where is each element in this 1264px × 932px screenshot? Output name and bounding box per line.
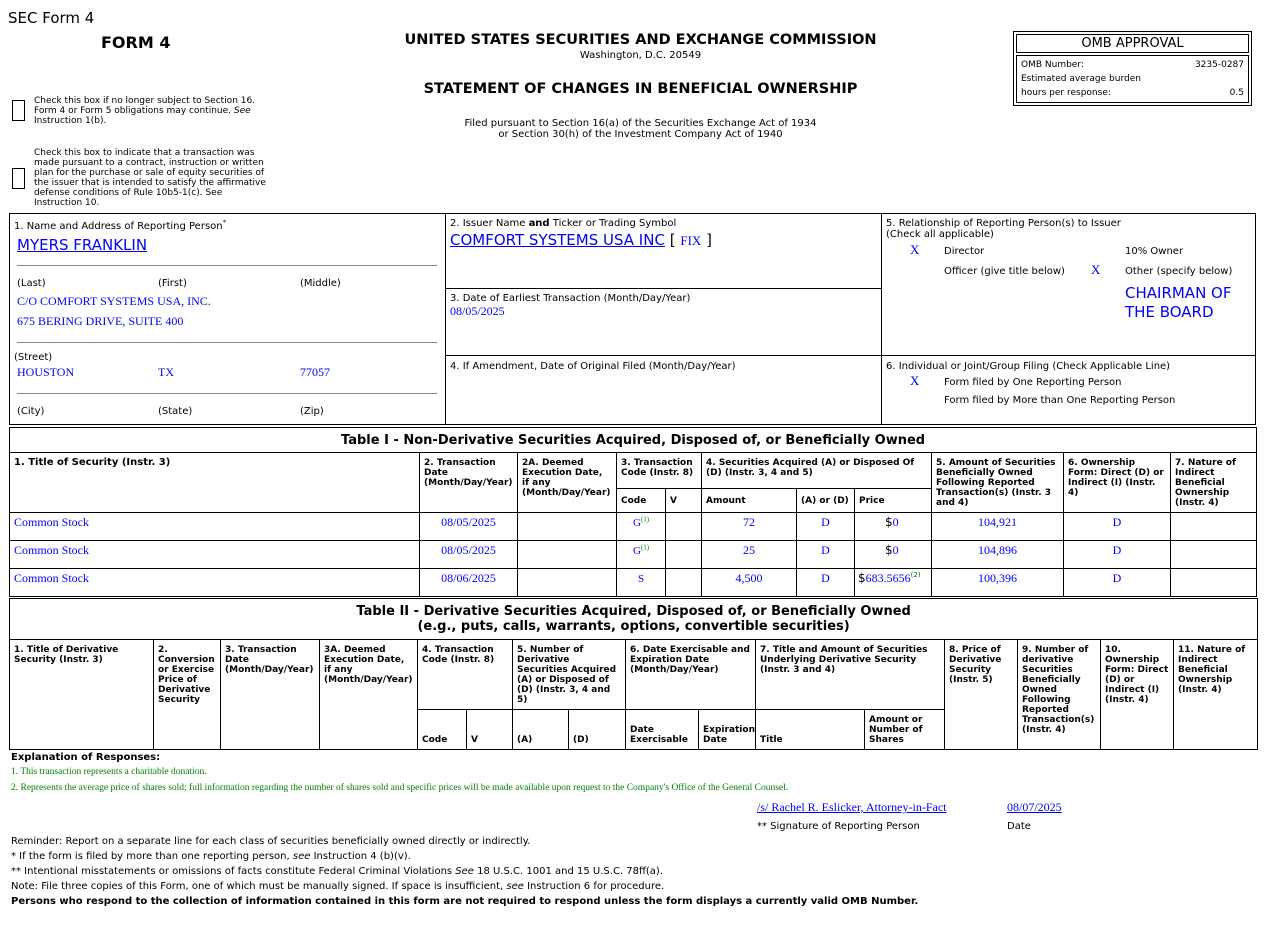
rule-10b5-1-checkbox[interactable] xyxy=(12,168,25,189)
t1-code: $G^{(1)}$ xyxy=(617,513,666,541)
table-row xyxy=(10,569,1257,597)
city-divider xyxy=(17,393,437,394)
reporting-person-label: 1. Name and Address of Reporting Person* xyxy=(14,218,227,232)
ten-percent-owner-label: 10% Owner xyxy=(1125,246,1184,257)
ticker-bracket-open: [ xyxy=(669,231,676,249)
filed-pursuant-line-1: Filed pursuant to Section 16(a) of the Securities Exchange Act of 1934 xyxy=(464,118,817,129)
t1-deemed xyxy=(518,569,617,597)
t1-form: D xyxy=(1064,541,1171,569)
agency-city: Washington, D.C. 20549 xyxy=(579,50,702,61)
t1-date: 08/06/2025 xyxy=(420,569,518,597)
t2-header-underlying: 7. Title and Amount of Securities Underlying Derivative Security (Instr. 3 and 4) xyxy=(756,640,945,710)
t1-price: $0 xyxy=(855,513,932,541)
t1-sub-code: Code xyxy=(617,489,666,513)
t1-header-deemed: 2A. Deemed Execution Date, if any (Month/Day/Year) xyxy=(518,453,617,513)
t1-sub-ad: (A) or (D) xyxy=(797,489,855,513)
t2-sub-expiration: Expiration Date xyxy=(699,710,756,750)
t2-header-title: 1. Title of Derivative Security (Instr. 3) xyxy=(10,640,154,750)
footnote-1: 1. This transaction represents a charitable donation. xyxy=(11,767,207,777)
t1-amount: 25 xyxy=(702,541,797,569)
t1-security: Common Stock xyxy=(10,513,420,541)
table-2-derivative xyxy=(9,598,1258,750)
t1-owned: 104,921 xyxy=(932,513,1064,541)
t1-date: 08/05/2025 xyxy=(420,541,518,569)
earliest-date-box xyxy=(445,288,882,356)
amendment-label: 4. If Amendment, Date of Original Filed (Month/Day/Year) xyxy=(450,361,736,372)
rule-10b5-1-text: Check this box to indicate that a transaction was made pursuant to a contract, instruction or written plan for the purchase or sale of equity securities of the issuer that is intended to satisfy the affirmative defense conditions of Rule 10b5-1(c). See Instruction 10. xyxy=(34,148,266,208)
director-label: Director xyxy=(944,246,985,257)
ticker-symbol: FIX xyxy=(680,233,702,248)
t2-header-number: 5. Number of Derivative Securities Acquired (A) or Disposed of (D) (Instr. 3, 4 and 5) xyxy=(513,640,626,710)
t1-header-owned: 5. Amount of Securities Beneficially Owned Following Reported Transaction(s) (Instr. 3 and 4) xyxy=(932,453,1064,513)
t1-form: D xyxy=(1064,569,1171,597)
omb-burden-label: Estimated average burden xyxy=(1021,74,1141,84)
t2-header-code: 4. Transaction Code (Instr. 8) xyxy=(418,640,513,710)
footnote-2: 2. Represents the average price of shares sold; full information regarding the number of shares sold and specific prices will be made available upon request to the Company's Office of the General Counsel. xyxy=(11,783,789,793)
table-row xyxy=(10,541,1257,569)
last-label: (Last) xyxy=(17,278,46,289)
t1-owned: 104,896 xyxy=(932,541,1064,569)
statement-title: STATEMENT OF CHANGES IN BENEFICIAL OWNERSHIP xyxy=(423,81,858,97)
other-mark: X xyxy=(1091,262,1101,277)
footer-note-1: * If the form is filed by more than one reporting person, see Instruction 4 (b)(v). xyxy=(11,851,411,862)
relationship-sub-label: (Check all applicable) xyxy=(886,229,994,240)
t1-owned: 100,396 xyxy=(932,569,1064,597)
relationship-box xyxy=(881,213,1256,356)
t2-sub-a: (A) xyxy=(513,710,569,750)
footer-note-2: ** Intentional misstatements or omissions of facts constitute Federal Criminal Violations See 18 U.S.C. 1001 and 15 U.S.C. 78ff(a). xyxy=(11,866,664,877)
address-divider xyxy=(17,342,437,343)
relationship-label: 5. Relationship of Reporting Person(s) to Issuer xyxy=(886,218,1121,229)
t1-code: $G^{(1)}$ xyxy=(617,541,666,569)
omb-hours: 0.5 xyxy=(1229,88,1244,98)
state-value: TX xyxy=(158,365,174,379)
t1-deemed xyxy=(518,541,617,569)
reporting-person-box xyxy=(9,213,446,425)
t1-sub-price: Price xyxy=(855,489,932,513)
t1-form: D xyxy=(1064,513,1171,541)
filing-one-mark: X xyxy=(910,373,920,388)
earliest-date-value: 08/05/2025 xyxy=(450,304,505,318)
signature-date-link[interactable]: 08/07/2025 xyxy=(1007,800,1062,814)
ticker-bracket-close: ] xyxy=(706,231,712,249)
t1-price: $0 xyxy=(855,541,932,569)
table-2-title xyxy=(10,599,1258,640)
omb-details xyxy=(1016,55,1249,103)
t1-nature xyxy=(1171,541,1257,569)
table-1-non-derivative xyxy=(9,427,1257,597)
omb-approval-title: OMB APPROVAL xyxy=(1016,34,1249,53)
t1-amount: 4,500 xyxy=(702,569,797,597)
reminder-text: Reminder: Report on a separate line for each class of securities beneficially owned directly or indirectly. xyxy=(11,836,531,847)
t1-header-title: 1. Title of Security (Instr. 3) xyxy=(10,453,420,513)
signature-label: ** Signature of Reporting Person xyxy=(757,821,920,832)
t1-header-date: 2. Transaction Date (Month/Day/Year) xyxy=(420,453,518,513)
filing-one-label: Form filed by One Reporting Person xyxy=(944,377,1122,388)
t1-ad: D xyxy=(797,513,855,541)
t2-sub-title: Title xyxy=(756,710,865,750)
table-2-title-line-1: Table II - Derivative Securities Acquired, Disposed of, or Beneficially Owned xyxy=(356,604,911,619)
t1-v xyxy=(666,569,702,597)
state-label: (State) xyxy=(158,406,193,417)
t1-v xyxy=(666,513,702,541)
t1-v xyxy=(666,541,702,569)
omb-approval-box xyxy=(1013,31,1252,106)
section16-text: Check this box if no longer subject to Section 16. Form 4 or Form 5 obligations may continue. See Instruction 1(b). xyxy=(34,96,256,126)
t1-deemed xyxy=(518,513,617,541)
t2-sub-date-exercisable: Date Exercisable xyxy=(626,710,699,750)
t1-amount: 72 xyxy=(702,513,797,541)
director-mark: X xyxy=(910,242,920,257)
section16-checkbox[interactable] xyxy=(12,100,25,121)
t2-header-form: 10. Ownership Form: Direct (D) or Indirect (I) (Instr. 4) xyxy=(1101,640,1174,750)
filing-label: 6. Individual or Joint/Group Filing (Check Applicable Line) xyxy=(886,361,1171,372)
filing-box xyxy=(881,355,1256,425)
t1-ad: D xyxy=(797,569,855,597)
t1-nature xyxy=(1171,569,1257,597)
t2-header-owned: 9. Number of derivative Securities Beneficially Owned Following Reported Transaction(s) (Instr. 4) xyxy=(1018,640,1101,750)
signature-date-label: Date xyxy=(1007,821,1031,832)
explanation-label: Explanation of Responses: xyxy=(11,752,161,763)
footer-final-notice: Persons who respond to the collection of information contained in this form are not required to respond unless the form displays a currently valid OMB Number. xyxy=(11,896,919,907)
t2-header-exercisable: 6. Date Exercisable and Expiration Date (Month/Day/Year) xyxy=(626,640,756,710)
agency-name: UNITED STATES SECURITIES AND EXCHANGE COMMISSION xyxy=(404,32,877,48)
t1-code: S xyxy=(617,569,666,597)
amendment-box xyxy=(445,355,882,425)
table-2-title-line-2: (e.g., puts, calls, warrants, options, convertible securities) xyxy=(417,619,850,634)
t2-sub-v: V xyxy=(467,710,513,750)
first-label: (First) xyxy=(158,278,187,289)
t1-header-code: 3. Transaction Code (Instr. 8) xyxy=(617,453,702,489)
filing-more-label: Form filed by More than One Reporting Person xyxy=(944,395,1176,406)
t1-header-form: 6. Ownership Form: Direct (D) or Indirect (I) (Instr. 4) xyxy=(1064,453,1171,513)
street-label: (Street) xyxy=(14,352,53,363)
t2-sub-d: (D) xyxy=(569,710,626,750)
t2-header-date: 3. Transaction Date (Month/Day/Year) xyxy=(221,640,320,750)
other-label: Other (specify below) xyxy=(1125,266,1233,277)
t2-sub-code: Code xyxy=(418,710,467,750)
middle-label: (Middle) xyxy=(300,278,341,289)
address-line-2: 675 BERING DRIVE, SUITE 400 xyxy=(17,314,184,328)
table-row xyxy=(10,513,1257,541)
t1-security: Common Stock xyxy=(10,569,420,597)
officer-label: Officer (give title below) xyxy=(944,266,1065,277)
officer-title-line-1: CHAIRMAN OF xyxy=(1125,284,1232,302)
officer-title-line-2: THE BOARD xyxy=(1125,303,1214,321)
address-line-1: C/O COMFORT SYSTEMS USA, INC. xyxy=(17,294,211,308)
t1-date: 08/05/2025 xyxy=(420,513,518,541)
t2-header-conversion: 2. Conversion or Exercise Price of Derivative Security xyxy=(154,640,221,750)
t2-header-price: 8. Price of Derivative Security (Instr. 5) xyxy=(945,640,1018,750)
t1-security: Common Stock xyxy=(10,541,420,569)
omb-number: 3235-0287 xyxy=(1194,60,1244,70)
table-1-title: Table I - Non-Derivative Securities Acquired, Disposed of, or Beneficially Owned xyxy=(10,428,1257,453)
t1-nature xyxy=(1171,513,1257,541)
t1-header-acquired: 4. Securities Acquired (A) or Disposed Of (D) (Instr. 3, 4 and 5) xyxy=(702,453,932,489)
issuer-box xyxy=(445,213,882,289)
name-divider xyxy=(17,265,437,266)
zip-label: (Zip) xyxy=(300,406,324,417)
issuer-name-row xyxy=(450,231,712,249)
zip-value: 77057 xyxy=(300,365,330,379)
city-value: HOUSTON xyxy=(17,365,75,379)
t2-header-deemed: 3A. Deemed Execution Date, if any (Month/Day/Year) xyxy=(320,640,418,750)
t1-header-nature: 7. Nature of Indirect Beneficial Ownership (Instr. 4) xyxy=(1171,453,1257,513)
city-label: (City) xyxy=(17,406,45,417)
earliest-date-label: 3. Date of Earliest Transaction (Month/Day/Year) xyxy=(450,293,691,304)
signature-name-link[interactable]: /s/ Rachel R. Eslicker, Attorney-in-Fact xyxy=(757,800,947,814)
t1-price: $683.5656$^{(2)}$ xyxy=(855,569,932,597)
omb-hours-label: hours per response: xyxy=(1021,88,1111,98)
t1-ad: D xyxy=(797,541,855,569)
footer-note-3: Note: File three copies of this Form, one of which must be manually signed. If space is insufficient, see Instruction 6 for procedure. xyxy=(11,881,665,892)
reporting-person-name-link[interactable]: MYERS FRANKLIN xyxy=(17,236,148,254)
t1-sub-amount: Amount xyxy=(702,489,797,513)
filed-pursuant-line-2: or Section 30(h) of the Investment Company Act of 1940 xyxy=(498,129,783,140)
t1-sub-v: V xyxy=(666,489,702,513)
omb-number-label: OMB Number: xyxy=(1021,60,1084,70)
issuer-name-link[interactable]: COMFORT SYSTEMS USA INC xyxy=(450,231,665,249)
t2-sub-amount: Amount or Number of Shares xyxy=(865,710,945,750)
t2-header-nature: 11. Nature of Indirect Beneficial Ownership (Instr. 4) xyxy=(1174,640,1258,750)
form-top-label: SEC Form 4 xyxy=(8,9,95,27)
form-label: FORM 4 xyxy=(101,33,171,52)
issuer-label: 2. Issuer Name and Ticker or Trading Symbol xyxy=(450,218,677,229)
